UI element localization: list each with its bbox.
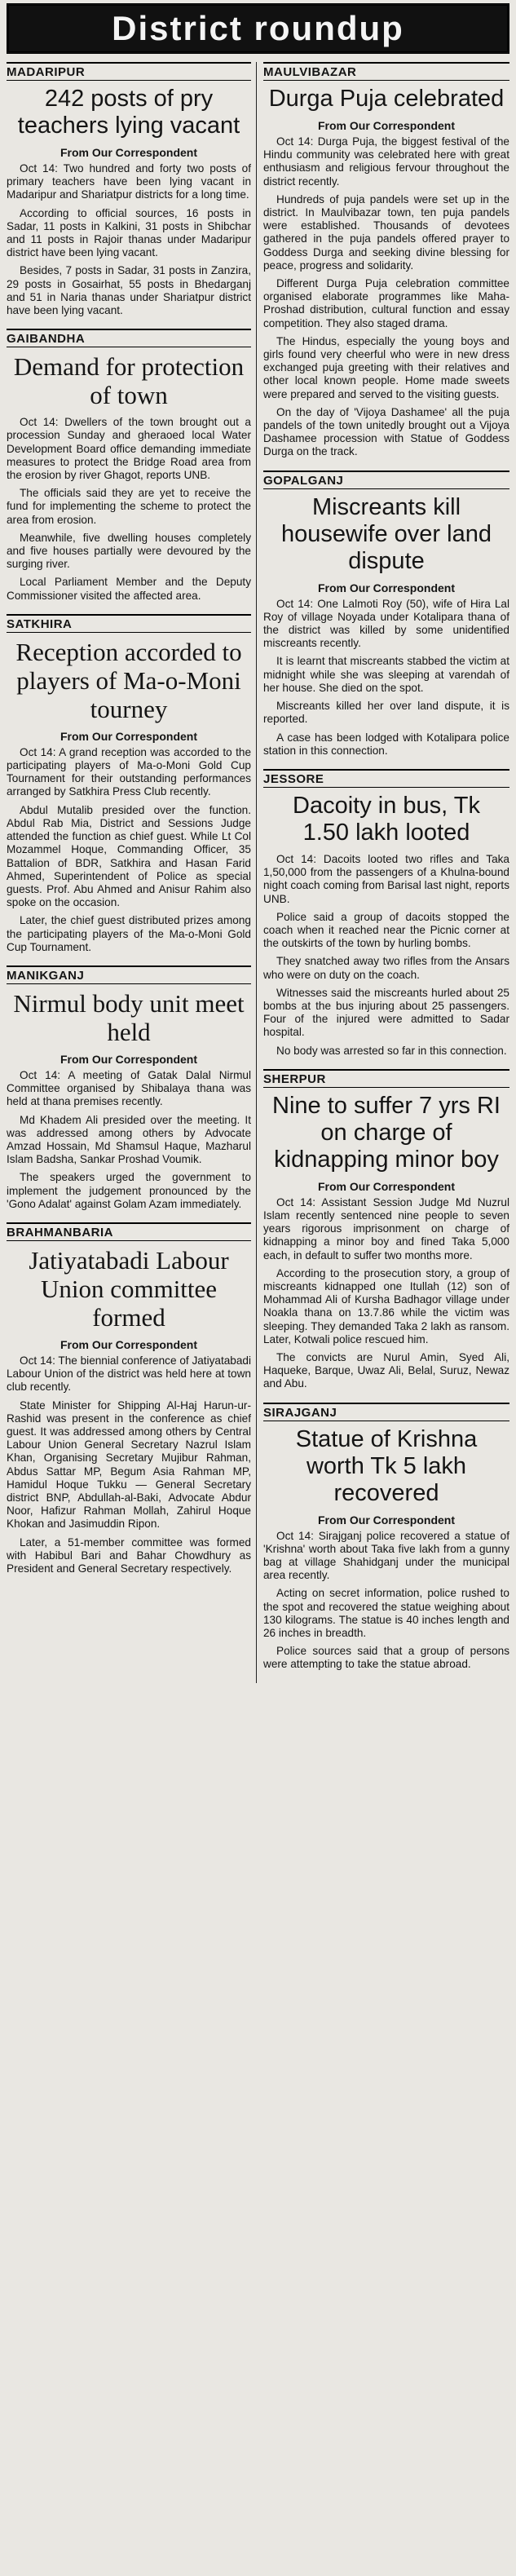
- story-headline: Reception accorded to players of Ma-o-Moni tourney: [15, 637, 242, 723]
- story-paragraph: Oct 14: A grand reception was accorded to the participating players of Ma-o-Moni Gold Cup Tournament for their outstanding performances arranged by Satkhira Press Club recently.: [7, 745, 251, 798]
- story-paragraph: Oct 14: One Lalmoti Roy (50), wife of Hira Lal Roy of village Noyada under Kotalipara thana of the district was killed by some unidentified miscreants recently.: [263, 597, 509, 650]
- story-headline: Durga Puja celebrated: [268, 86, 505, 112]
- story-paragraph: Md Khadem Ali presided over the meeting. It was addressed among others by Advocate Amzad Hossain, Md Shamsul Haque, Mazharul Islam Badsha, Sankar Proshad Voumik.: [7, 1113, 251, 1166]
- story-paragraph: On the day of 'Vijoya Dashamee' all the puja pandels of the town unitedly brought out a Vijoya Dashamee procession with Statue of Goddess Durga on the track.: [263, 405, 509, 458]
- story-paragraph: The speakers urged the government to implement the judgement pronounced by the 'Gono Adalat' against Golam Azam immediately.: [7, 1171, 251, 1210]
- story-paragraph: Oct 14: Dwellers of the town brought out a procession Sunday and gheraoed local Water Development Board office demanding immediate measures to protect the Bridge Road area from the erosion by river Ghagot, reports UNB.: [7, 416, 251, 482]
- story-byline: From Our Correspondent: [317, 119, 455, 132]
- right-column: [263, 62, 509, 1683]
- story-paragraph: Oct 14: Dacoits looted two rifles and Taka 1,50,000 from the passengers of a Khulna-bound night coach coming from Barisal last night, reports UNB.: [263, 852, 509, 905]
- news-story: [7, 62, 251, 317]
- story-paragraph: The officials said they are yet to receive the fund for implementing the scheme to protect the area from erosion.: [7, 487, 251, 526]
- story-headline: Statue of Krishna worth Tk 5 lakh recovered: [295, 1425, 478, 1506]
- news-story: [7, 614, 251, 954]
- story-paragraph: No body was arrested so far in this connection.: [276, 1044, 507, 1057]
- story-paragraph: Police said a group of dacoits stopped the coach when it reached near the Picnic corner at the outskirts of the town by hurling bombs.: [263, 910, 509, 950]
- story-paragraph: Acting on secret information, police rushed to the spot and recovered the statue weighing about 130 kilograms. The statue is 40 inches length and 26 inches in breadth.: [263, 1587, 509, 1640]
- story-paragraph: Besides, 7 posts in Sadar, 31 posts in Zanzira, 29 posts in Gosairhat, 55 posts in Bhedarganj and 51 in Naria thanas under Shariatpur district have been lying vacant.: [7, 264, 251, 317]
- story-paragraph: Later, the chief guest distributed prizes among the participating players of the Ma-o-Moni Gold Cup Tournament.: [7, 914, 251, 953]
- story-dateline: MANIKGANJ: [7, 965, 251, 984]
- story-byline: From Our Correspondent: [60, 146, 197, 159]
- story-paragraph: State Minister for Shipping Al-Haj Harun-ur-Rashid was present in the conference as chief guest. It was addressed among others by Central Labour Union General Secretary Nazrul Islam Khan, Organising Secretary Mujibur Rahman, Abdus Sattar MP, Begum Asia Rahman MP, Hamidul Hoque Tukku — General Secretary district BNP, Abdullah-al-Baki, Advocate Abdur Noor, Hafizur Rahman Mollah, Zahirul Hoque Khokan and Jasimuddin Ripon.: [7, 1398, 251, 1531]
- masthead-title: District roundup: [112, 9, 404, 47]
- news-story: [263, 769, 509, 1058]
- story-paragraph: Oct 14: Sirajganj police recovered a statue of 'Krishna' worth about Taka five lakh from a gunny bag at village Shahidganj under the municipal area recently.: [263, 1529, 509, 1582]
- columns: [7, 62, 509, 1683]
- news-story: [263, 1069, 509, 1391]
- story-headline: Dacoity in bus, Tk 1.50 lakh looted: [293, 792, 480, 846]
- story-byline: From Our Correspondent: [60, 1337, 197, 1351]
- story-byline: From Our Correspondent: [317, 1513, 455, 1527]
- story-paragraph: Police sources said that a group of persons were attempting to take the statue abroad.: [263, 1645, 509, 1671]
- story-paragraph: Meanwhile, five dwelling houses completely and five houses partially were devoured by the surging river.: [7, 531, 251, 571]
- story-paragraph: Different Durga Puja celebration committee organised elaborate programmes like Maha-Proshad distribution, cultural function and essay competition. They also staged drama.: [263, 277, 509, 329]
- story-paragraph: Witnesses said the miscreants hurled about 25 bombs at the bus injuring about 25 passengers. Four of the injured were admitted to Sadar hospital.: [263, 986, 509, 1039]
- story-dateline: GOPALGANJ: [263, 471, 509, 489]
- story-paragraph: Hundreds of puja pandels were set up in the district. In Maulvibazar town, ten puja pandels were established. Thousands of devotees gathered in the puja pandels offered prayer to Goddess Durga and seeking divine blessing for peace, progress and solidarity.: [263, 192, 509, 272]
- story-byline: From Our Correspondent: [317, 581, 455, 594]
- story-paragraph: Local Parliament Member and the Deputy Commissioner visited the affected area.: [7, 576, 251, 602]
- story-dateline: MAULVIBAZAR: [263, 62, 509, 81]
- story-paragraph: Oct 14: Two hundred and forty two posts of primary teachers have been lying vacant in Madaripur and Shariatpur districts for a long time.: [7, 162, 251, 201]
- story-dateline: JESSORE: [263, 769, 509, 788]
- story-paragraph: Oct 14: A meeting of Gatak Dalal Nirmul Committee organised by Shibalaya thana was held at thana premises recently.: [7, 1068, 251, 1108]
- story-headline: Demand for protection of town: [13, 352, 245, 410]
- news-story: [263, 1403, 509, 1672]
- story-byline: From Our Correspondent: [60, 1052, 197, 1066]
- story-paragraph: A case has been lodged with Kotalipara police station in this connection.: [263, 731, 509, 757]
- story-paragraph: Oct 14: The biennial conference of Jatiyatabadi Labour Union of the district was held here at town club recently.: [7, 1354, 251, 1394]
- story-byline: From Our Correspondent: [317, 1179, 455, 1193]
- story-byline: From Our Correspondent: [60, 729, 197, 743]
- story-paragraph: Later, a 51-member committee was formed with Habibul Bari and Bahar Chowdhury as President and General Secretary respectively.: [7, 1535, 251, 1575]
- story-dateline: GAIBANDHA: [7, 329, 251, 347]
- story-headline: Nine to suffer 7 yrs RI on charge of kidnapping minor boy: [272, 1092, 501, 1173]
- news-story: [263, 471, 509, 758]
- story-dateline: SHERPUR: [263, 1069, 509, 1088]
- story-paragraph: The convicts are Nurul Amin, Syed Ali, Haqueke, Barque, Uwaz Ali, Belal, Suruz, Newaz and Abu.: [263, 1350, 509, 1390]
- section-masthead: [7, 3, 509, 54]
- story-dateline: SATKHIRA: [7, 614, 251, 633]
- news-story: [263, 62, 509, 459]
- story-paragraph: Oct 14: Assistant Session Judge Md Nuzrul Islam recently sentenced nine people to seven years rigorous imprisonment on charge of kidnapping a minor boy and fined Taka 5,000 each, in default to suffer two months more.: [263, 1195, 509, 1261]
- story-dateline: MADARIPUR: [7, 62, 251, 81]
- story-paragraph: Miscreants killed her over land dispute, it is reported.: [263, 700, 509, 726]
- story-paragraph: Abdul Mutalib presided over the function. Abdul Rab Mia, District and Sessions Judge attended the function as chief guest. While Lt Col Mozammel Hoque, Commanding Officer, 35 Battalion of BDR, Satkhira and Hasan Farid Ahmed, Superintendent of Police as special guests. Prof. Abu Ahmed and Anisur Rahim also spoke on the occasion.: [7, 803, 251, 909]
- news-story: [7, 329, 251, 603]
- story-dateline: BRAHMANBARIA: [7, 1222, 251, 1241]
- news-story: [7, 1222, 251, 1575]
- story-paragraph: It is learnt that miscreants stabbed the victim at midnight while she was sleeping at varendah of her house. She died on the spot.: [263, 655, 509, 694]
- story-dateline: SIRAJGANJ: [263, 1403, 509, 1421]
- left-column: [7, 62, 257, 1683]
- story-paragraph: According to official sources, 16 posts in Sadar, 11 posts in Kalkini, 31 posts in Shibchar and 11 posts in Rajoir thanas under Madaripur district have been lying vacant.: [7, 206, 251, 259]
- story-headline: 242 posts of pry teachers lying vacant: [17, 86, 240, 139]
- story-headline: Jatiyatabadi Labour Union committee formed: [29, 1245, 229, 1332]
- story-headline: Nirmul body unit meet held: [13, 988, 245, 1046]
- story-paragraph: Oct 14: Durga Puja, the biggest festival of the Hindu community was celebrated here with great enthusiasm and religious fervour throughout the district recently.: [263, 135, 509, 188]
- news-story: [7, 965, 251, 1211]
- story-paragraph: They snatched away two rifles from the Ansars who were on duty on the coach.: [263, 955, 509, 981]
- story-headline: Miscreants kill housewife over land dispute: [281, 493, 492, 574]
- story-paragraph: According to the prosecution story, a group of miscreants kidnapped one Itullah (12) son of Mohammad Ali of Kursha Badhagor village under Noakla thana on 13.7.86 while the victim was sleeping. They demanded Taka 2 lakh as ransom. Later, Kotwali police rescued him.: [263, 1266, 509, 1345]
- story-paragraph: The Hindus, especially the young boys and girls found very cheerful who were in new dress exchanged puja greeting with their relatives and other local known people. Home made sweets were prepared and served to the visiting guests.: [263, 334, 509, 400]
